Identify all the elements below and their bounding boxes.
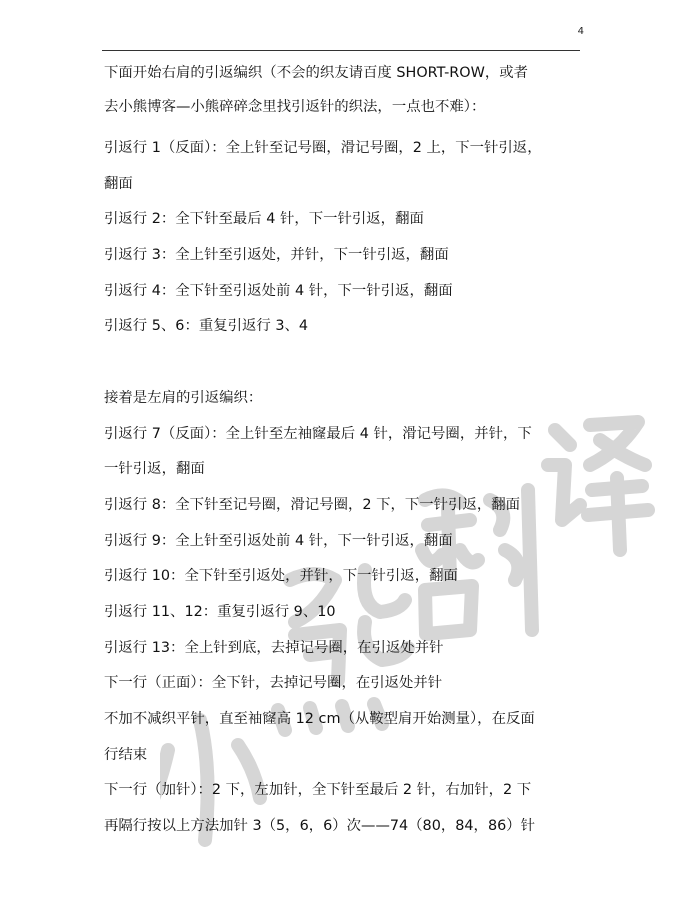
text-line: 引返行 8：全下针至记号圈，滑记号圈，2 下，下一针引返，翻面	[104, 497, 521, 513]
text-line: 不加不减织平针，直至袖窿高 12 cm（从鞍型肩开始测量），在反面	[104, 711, 535, 727]
text-line: 引返行 11、12：重复引返行 9、10	[104, 604, 336, 620]
text-line: 一针引返，翻面	[104, 461, 205, 477]
watermark-calligraphy	[160, 250, 660, 850]
text-line: 引返行 1（反面）：全上针至记号圈，滑记号圈，2 上，下一针引返，	[104, 140, 542, 156]
text-line: 下面开始右肩的引返编织（不会的织友请百度 SHORT-ROW，或者	[104, 65, 529, 81]
text-line: 再隔行按以上方法加针 3（5，6，6）次——74（80，84，86）针	[104, 818, 536, 834]
text-line: 引返行 2：全下针至最后 4 针，下一针引返，翻面	[104, 211, 424, 227]
text-line: 引返行 4：全下针至引返处前 4 针，下一针引返，翻面	[104, 283, 453, 299]
text-line: 下一行（正面）：全下针，去掉记号圈，在引返处并针	[104, 675, 443, 691]
header-rule	[102, 50, 580, 51]
text-line: 去小熊博客—小熊碎碎念里找引返针的织法，一点也不难）：	[104, 99, 486, 115]
text-line: 引返行 10：全下针至引返处，并针，下一针引返，翻面	[104, 568, 458, 584]
text-line: 引返行 5、6：重复引返行 3、4	[104, 318, 309, 334]
text-line: 引返行 13：全上针到底，去掉记号圈，在引返处并针	[104, 640, 444, 656]
text-line: 接着是左肩的引返编织：	[104, 390, 263, 406]
text-line: 翻面	[104, 176, 133, 192]
text-line: 引返行 9：全上针至引返处前 4 针，下一针引返，翻面	[104, 533, 453, 549]
text-line: 下一行（加针）：2 下，左加针，全下针至最后 2 针，右加针，2 下	[104, 782, 532, 798]
text-line: 引返行 3：全上针至引返处，并针，下一针引返，翻面	[104, 247, 449, 263]
page-number: 4	[577, 26, 584, 37]
text-line: 引返行 7（反面）：全上针至左袖窿最后 4 针，滑记号圈，并针，下	[104, 426, 532, 442]
text-line: 行结束	[104, 747, 148, 763]
